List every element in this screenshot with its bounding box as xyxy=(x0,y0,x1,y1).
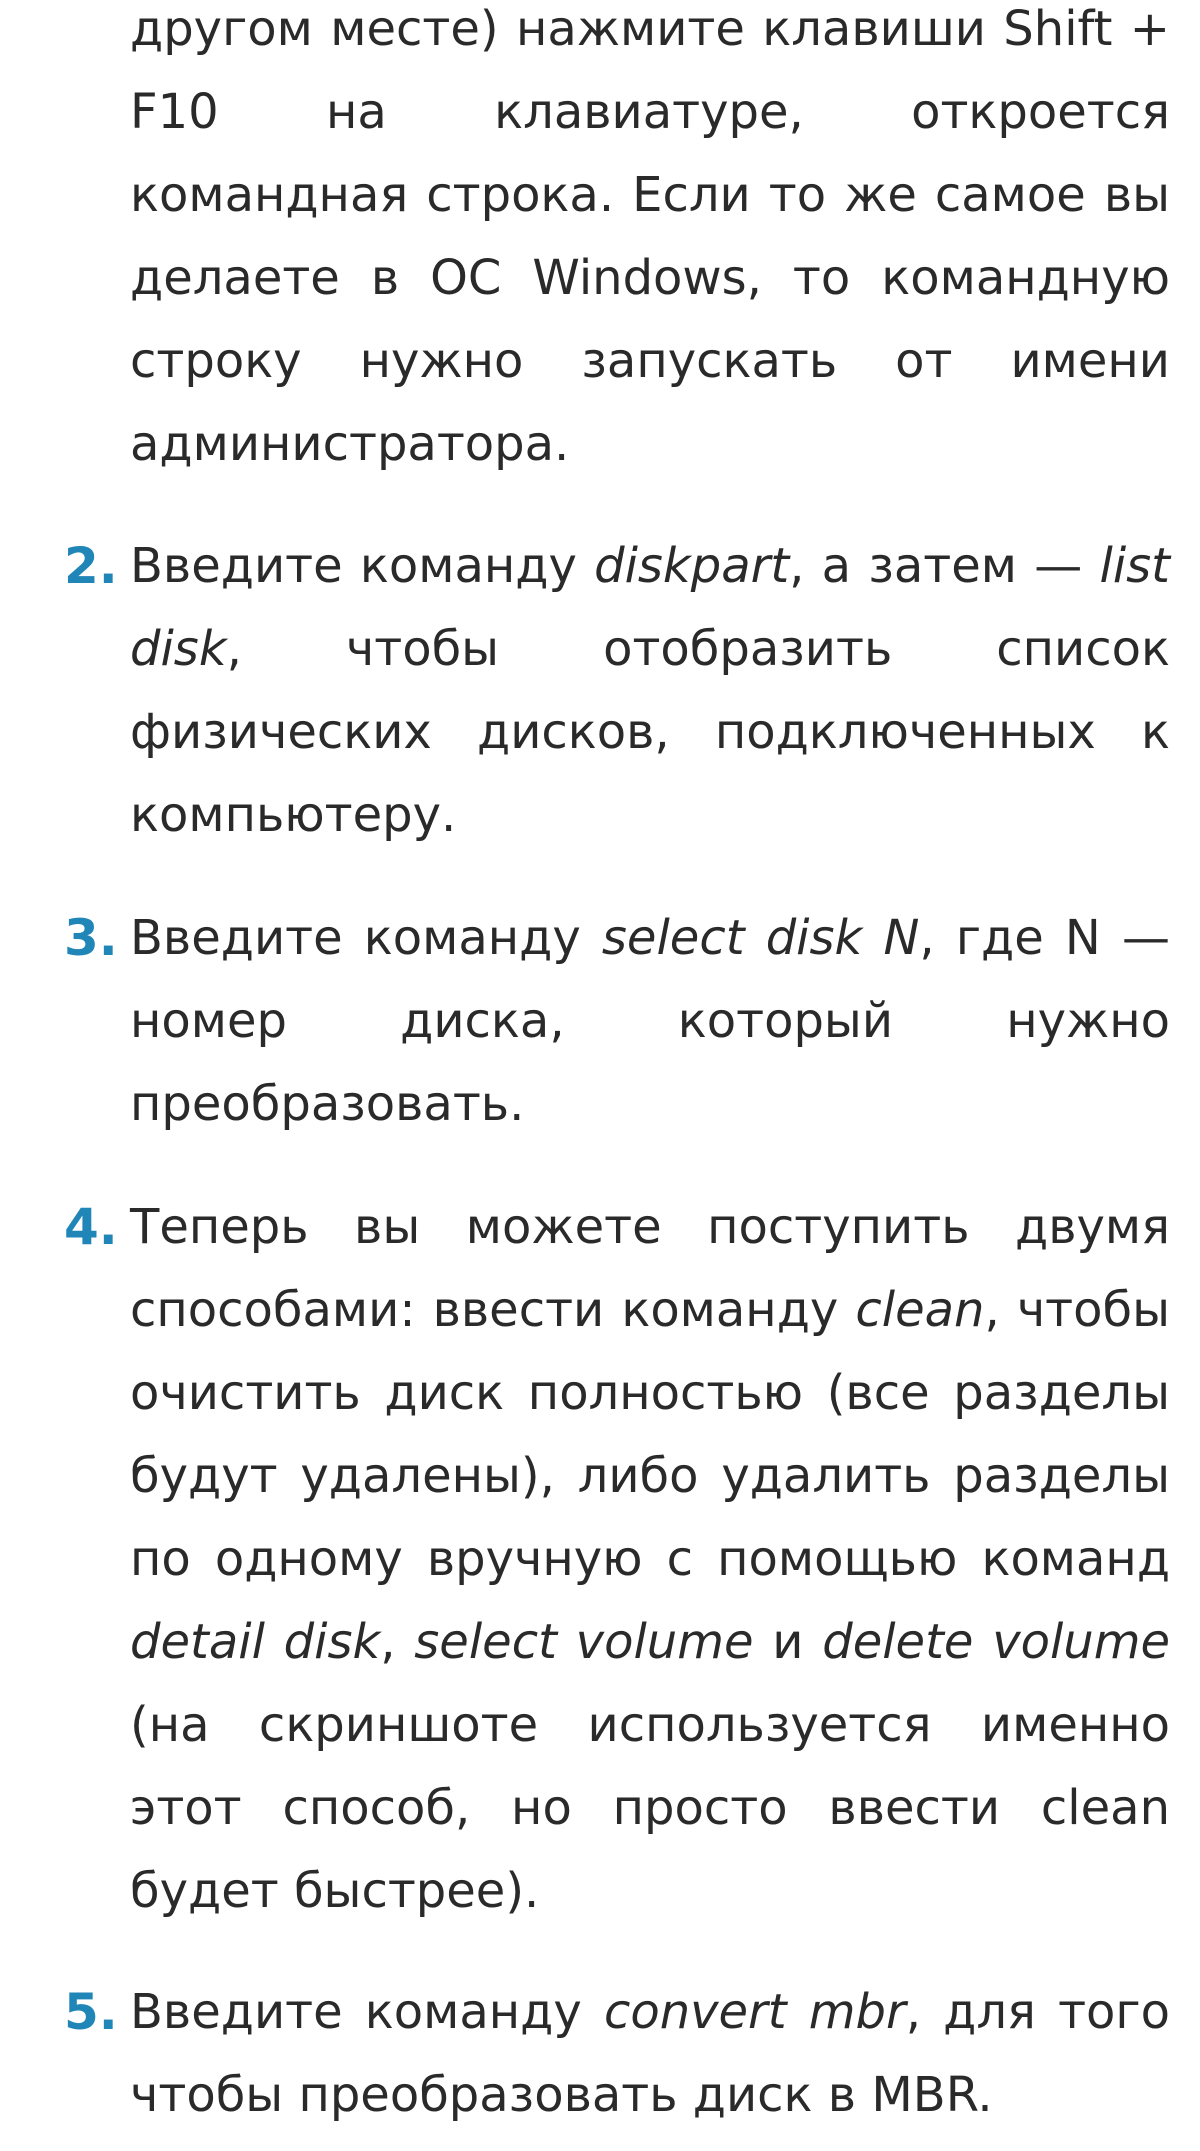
step-2-text xyxy=(130,525,1170,857)
step-4-text-part-4: и xyxy=(753,1614,823,1670)
step-3-text-part-1: Введите команду xyxy=(130,910,602,966)
step-3-text-part-2: , где N — номер диска, который нужно преобразовать. xyxy=(130,910,1170,1132)
step-2-text-part-1: Введите команду xyxy=(130,538,595,594)
step-4-text-part-1: Теперь вы можете поступить двумя способами: ввести команду xyxy=(130,1199,1170,1338)
step-4-text-part-2: , чтобы очистить диск полностью (все разделы будут удалены), либо удалить разделы по одному вручную с помощью команд xyxy=(130,1282,1170,1587)
step-4-text xyxy=(130,1186,1170,1933)
command-diskpart: diskpart xyxy=(594,538,790,594)
command-select-disk: select disk N xyxy=(601,910,920,966)
command-select-volume: select volume xyxy=(414,1614,754,1670)
step-1-continuation-text xyxy=(130,0,1170,486)
step-3-number: 3. xyxy=(64,909,118,967)
step-5-number: 5. xyxy=(64,1983,118,2041)
step-3-text xyxy=(130,897,1170,1146)
command-list-disk: list disk xyxy=(130,538,1170,677)
step-4-text-part-5: (на скриншоте используется именно этот способ, но просто ввести clean будет быстрее). xyxy=(130,1697,1170,1919)
step-4-number: 4. xyxy=(64,1198,118,1256)
step-2-number: 2. xyxy=(64,537,118,595)
command-clean: clean xyxy=(855,1282,985,1338)
command-detail-disk: detail disk xyxy=(130,1614,381,1670)
step-5-text-part-1: Введите команду xyxy=(130,1984,604,2040)
step-5-text xyxy=(130,1971,1170,2137)
step-5-text-part-2: , для того чтобы преобразовать диск в MBR. xyxy=(130,1984,1171,2123)
step-1-text: другом месте) нажмите клавиши Shift + F10 на клавиатуре, откроется командная строка. Если то же самое вы делаете в ОС Windows, то командную строку нужно запускать от имени администратора. xyxy=(130,1,1170,472)
step-2-text-part-3: , чтобы отобразить список физических дисков, подключенных к компьютеру. xyxy=(130,621,1170,843)
command-convert-mbr: convert mbr xyxy=(603,1984,906,2040)
step-4-text-part-3: , xyxy=(380,1614,415,1670)
step-2-text-part-2: , а затем — xyxy=(789,538,1100,594)
command-delete-volume: delete volume xyxy=(822,1614,1171,1670)
